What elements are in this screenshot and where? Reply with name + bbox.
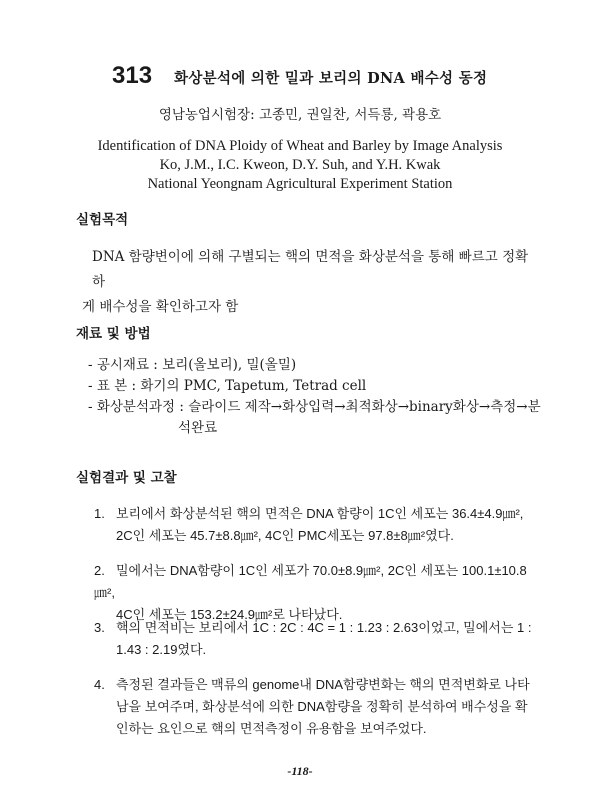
paper-number: 313 xyxy=(112,62,153,89)
result-3-line-2: 1.43 : 2.19였다. xyxy=(116,642,207,657)
result-4-number: 4. xyxy=(94,677,105,692)
materials-item-3: - 화상분석과정 : 슬라이드 제작→화상입력→최적화상→binary화상→측정→분 xyxy=(88,399,541,415)
result-1-number: 1. xyxy=(94,506,105,521)
result-1-line-2: 2C인 세포는 45.7±8.8㎛², 4C인 PMC세포는 97.8±8㎛²였다. xyxy=(116,528,454,543)
materials-heading: 재료 및 방법 xyxy=(76,326,151,342)
result-item-3 xyxy=(94,617,538,661)
objective-line-1: DNA 함량변이에 의해 구별되는 핵의 면적을 화상분석을 통해 빠르고 정확하 xyxy=(92,249,529,290)
result-3-line-1: 핵의 면적비는 보리에서 1C : 2C : 4C = 1 : 1.23 : 2.63이었고, 밀에서는 1 : xyxy=(116,620,532,635)
materials-item-2: - 표 본 : 화기의 PMC, Tapetum, Tetrad cell xyxy=(88,378,367,394)
result-2-line-1: 밀에서는 DNA함량이 1C인 세포가 70.0±8.9㎛², 2C인 세포는 100.1±10.8㎛², xyxy=(94,563,527,600)
result-4-line-2: 남을 보여주며, 화상분석에 의한 DNA함량을 정확히 분석하여 배수성을 확 xyxy=(116,699,528,714)
korean-authors: 영남농업시험장: 고종민, 권일찬, 서득룡, 곽용호 xyxy=(158,107,442,123)
result-item-4 xyxy=(94,674,538,740)
result-1-line-1: 보리에서 화상분석된 핵의 면적은 DNA 함량이 1C인 세포는 36.4±4.9㎛², xyxy=(116,506,524,521)
results-heading: 실험결과 및 고찰 xyxy=(76,470,177,486)
materials-item-1: - 공시재료 : 보리(올보리), 밀(올밀) xyxy=(88,357,297,373)
result-2-number: 2. xyxy=(94,563,105,578)
result-4-line-3: 인하는 요인으로 핵의 면적측정이 유용함을 보여주었다. xyxy=(116,721,427,736)
result-item-1 xyxy=(94,503,538,547)
title-row xyxy=(112,62,487,90)
english-block xyxy=(0,137,600,194)
korean-title: 화상분석에 의한 밀과 보리의 DNA 배수성 동정 xyxy=(174,70,488,87)
result-4-line-1: 측정된 결과들은 맥류의 genome내 DNA함량변화는 핵의 면적변화로 나타 xyxy=(116,677,530,692)
page-number: -118- xyxy=(287,764,313,778)
english-authors: Ko, J.M., I.C. Kweon, D.Y. Suh, and Y.H. Kwak xyxy=(159,157,441,173)
objective-line-2: 게 배수성을 확인하고자 함 xyxy=(82,299,239,315)
english-institution: National Yeongnam Agricultural Experiment Station xyxy=(147,176,453,192)
objective-text xyxy=(82,245,540,320)
materials-item-3-cont: 석완료 xyxy=(178,420,218,436)
materials-list xyxy=(88,355,541,439)
result-2-line-2: 4C인 세포는 153.2±24.9㎛²로 나타났다. xyxy=(116,607,343,622)
english-title: Identification of DNA Ploidy of Wheat and Barley by Image Analysis xyxy=(97,138,503,154)
result-3-number: 3. xyxy=(94,620,105,635)
objective-heading: 실험목적 xyxy=(76,212,129,228)
